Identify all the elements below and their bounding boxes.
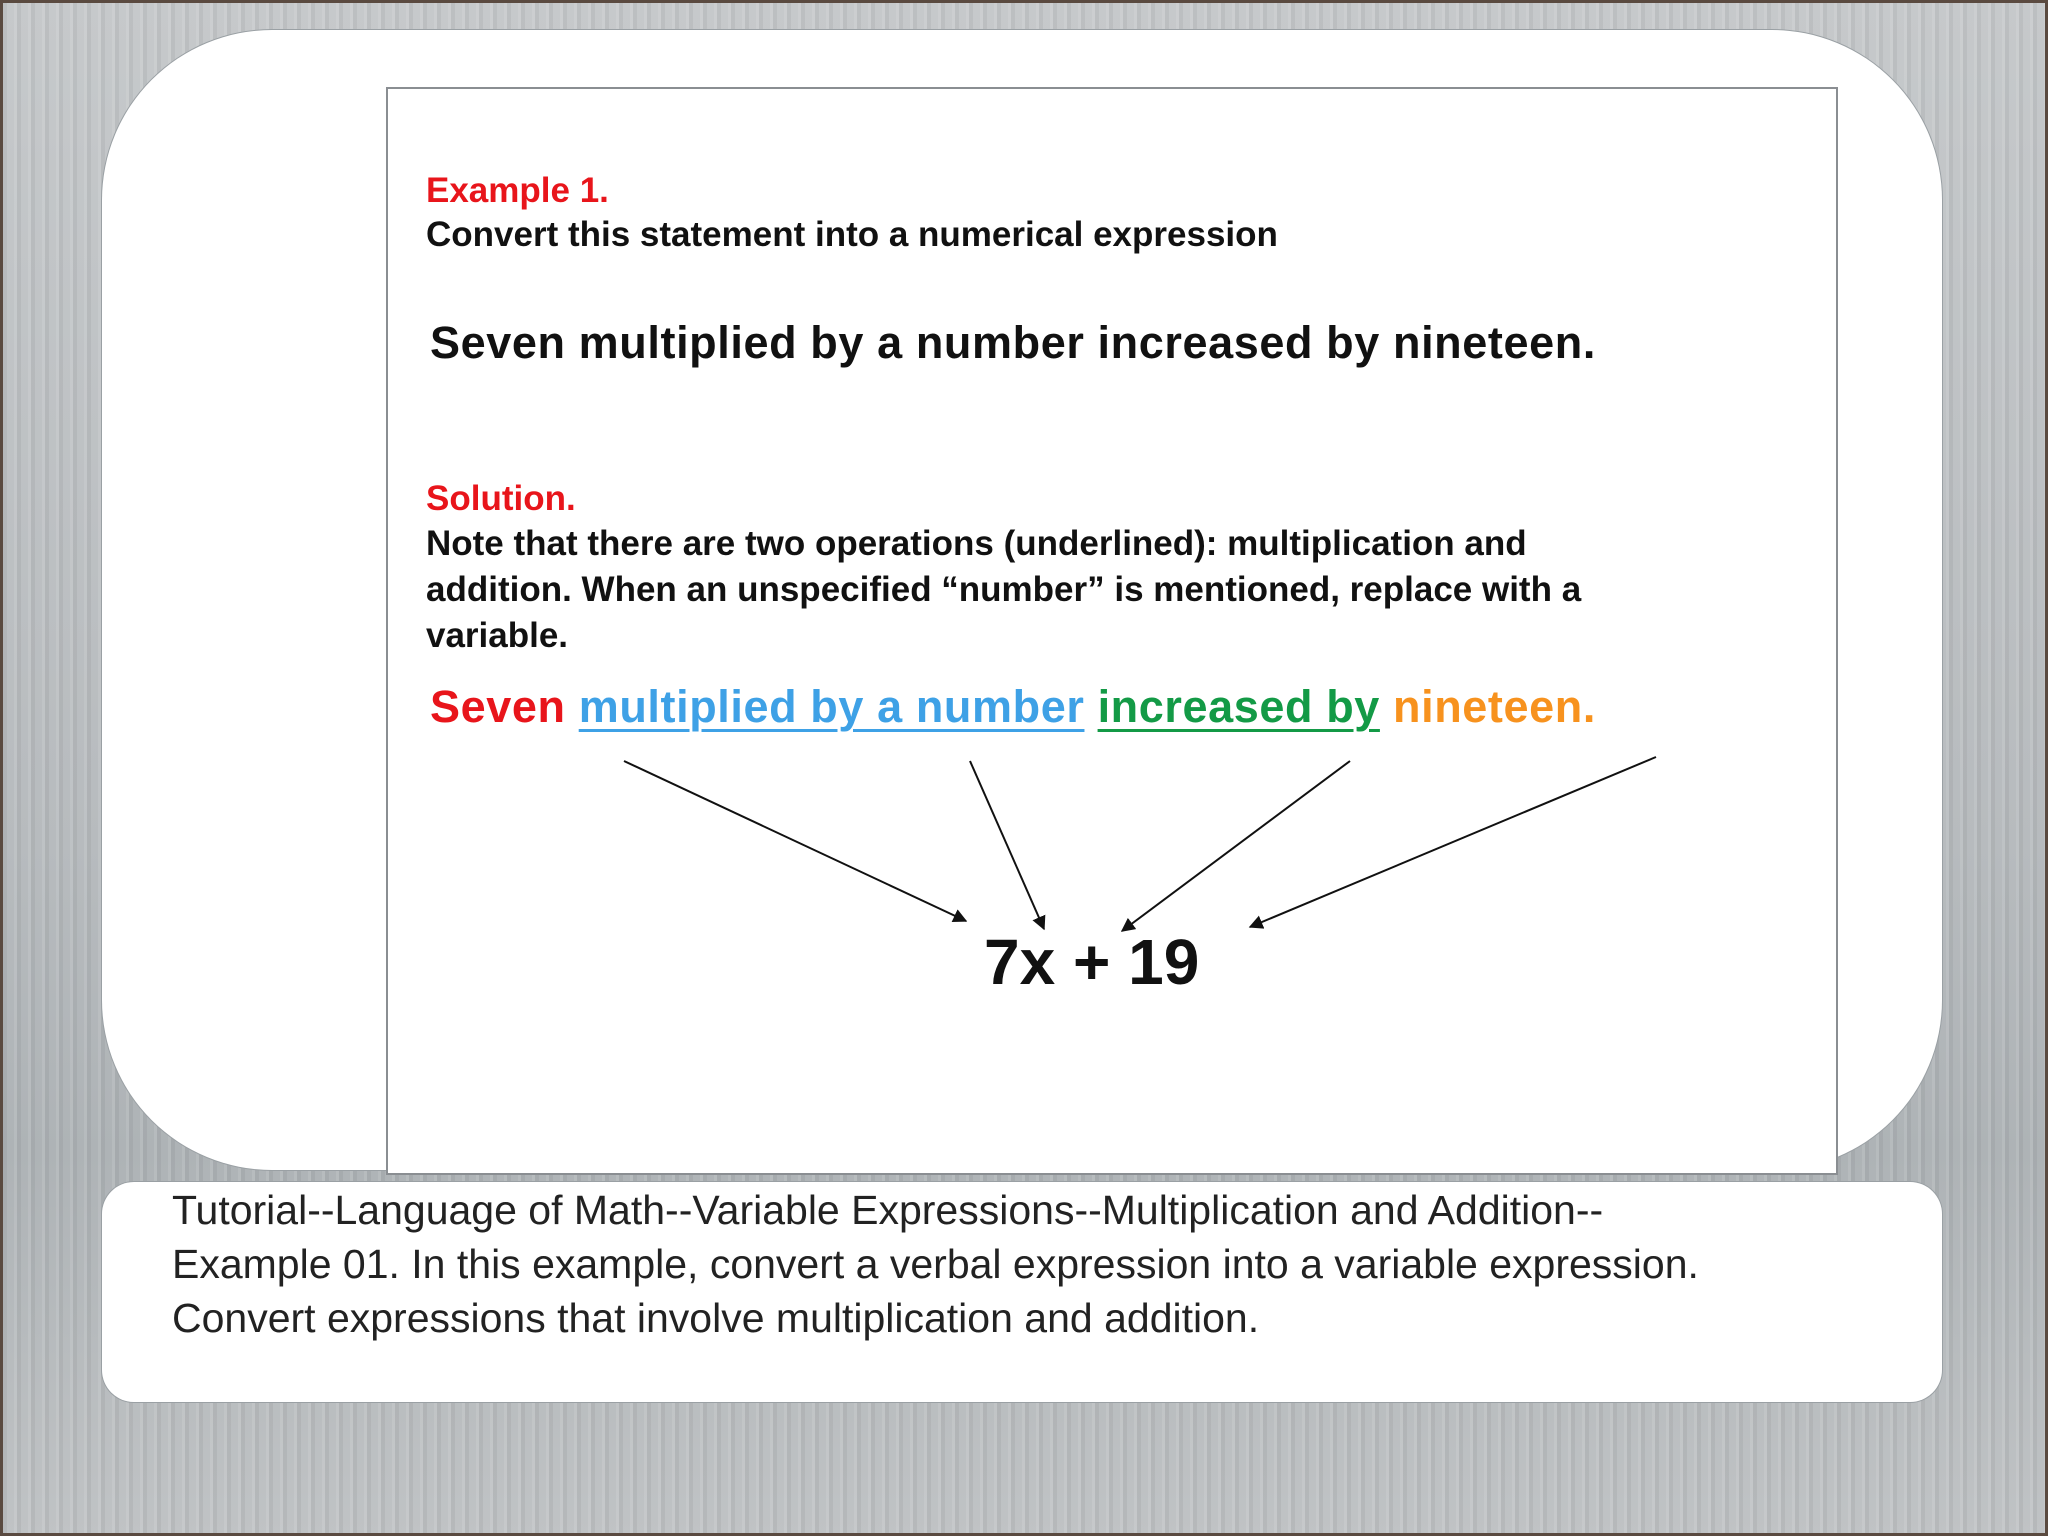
seven-segment: Seven (430, 681, 566, 732)
caption-card (102, 1182, 1942, 1402)
caption-line-1: Tutorial--Language of Math--Variable Expressions--Multiplication and Addition-- (172, 1187, 1604, 1233)
result-expression: 7x + 19 (984, 926, 1200, 998)
statement-text: Seven multiplied by a number increased by nineteen. (430, 317, 1596, 368)
mapping-arrows (388, 89, 1840, 1177)
caption-line-3: Convert expressions that involve multiplication and addition. (172, 1295, 1260, 1341)
slide-image (386, 87, 1838, 1175)
caption-line-2: Example 01. In this example, convert a verbal expression into a variable expression. (172, 1241, 1699, 1287)
instruction-text: Convert this statement into a numerical expression (426, 215, 1278, 254)
multiplied-segment: multiplied by a number (578, 681, 1085, 732)
slide-card (102, 30, 1942, 1170)
solution-note-line-2: addition. When an unspecified “number” is mentioned, replace with a (426, 570, 1582, 609)
arrow-multiplied (970, 761, 1044, 929)
example-label: Example 1. (426, 171, 609, 210)
increased-segment: increased by (1097, 681, 1380, 732)
arrow-nineteen (1250, 757, 1656, 927)
solution-note-line-1: Note that there are two operations (underlined): multiplication and (426, 524, 1527, 563)
arrow-seven (624, 761, 966, 921)
nineteen-segment: nineteen. (1393, 681, 1596, 732)
arrow-increased (1122, 761, 1350, 931)
caption-text (172, 1183, 1892, 1345)
solution-label: Solution. (426, 479, 576, 518)
solution-note-line-3: variable. (426, 616, 569, 655)
